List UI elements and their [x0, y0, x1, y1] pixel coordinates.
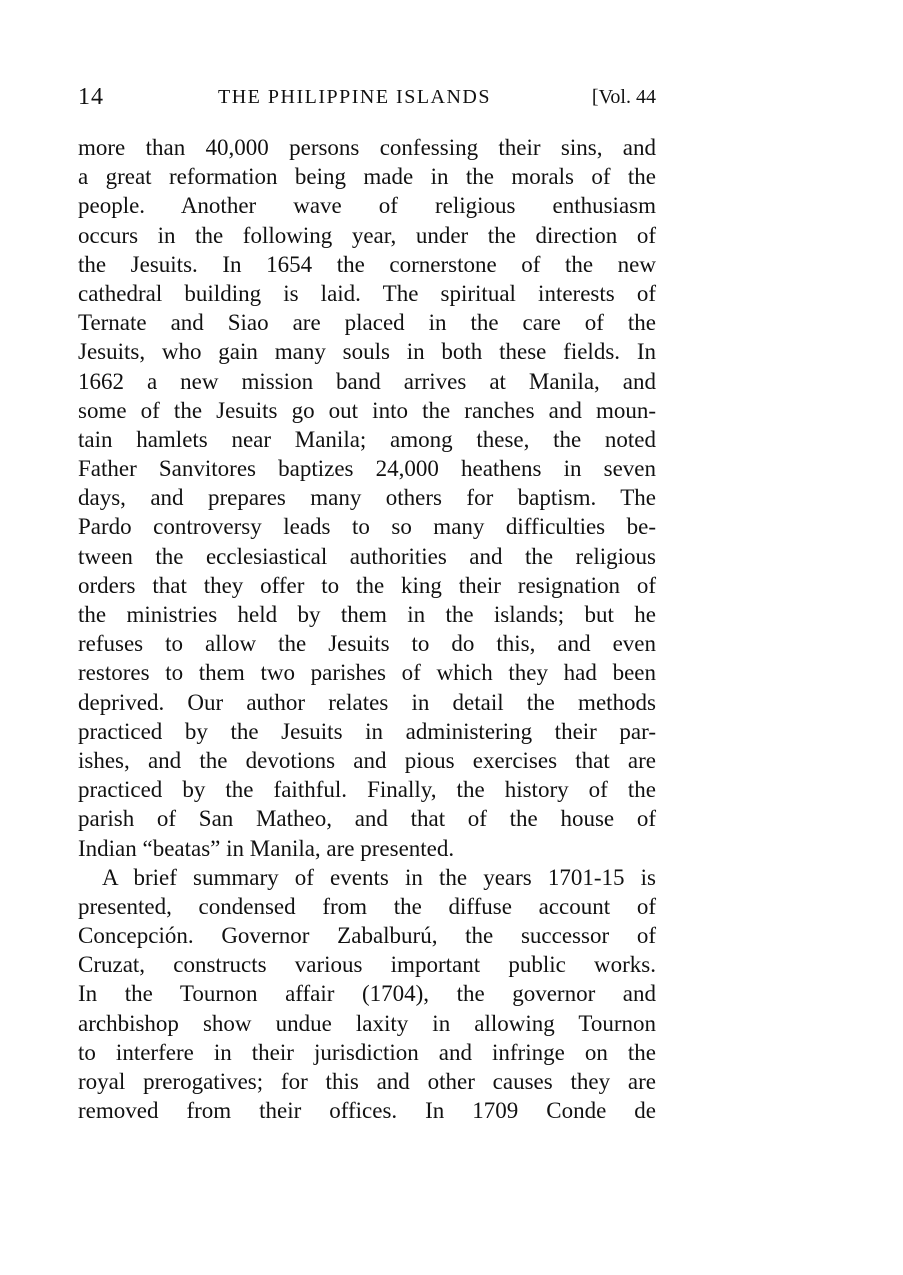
text-line: the Jesuits. In 1654 the cornerstone of the new [78, 251, 656, 277]
text-line: parish of San Matheo, and that of the house of [78, 806, 656, 832]
page-number: 14 [78, 84, 104, 110]
text-line: removed from their offices. In 1709 Conde de [78, 1098, 656, 1124]
text-line: restores to them two parishes of which they had been [78, 660, 656, 686]
page-header [78, 84, 656, 112]
body-text [78, 133, 656, 1125]
text-line: Father Sanvitores baptizes 24,000 heathens in seven [78, 456, 656, 482]
text-line: people. Another wave of religious enthusiasm [78, 193, 656, 219]
text-line: Pardo controversy leads to so many difficulties be- [78, 514, 656, 540]
text-line: A brief summary of events in the years 1701-15 is [102, 864, 656, 890]
text-line: practiced by the Jesuits in administering their par- [78, 718, 656, 744]
text-line: cathedral building is laid. The spiritual interests of [78, 280, 656, 306]
text-line: Jesuits, who gain many souls in both these fields. In [78, 339, 656, 365]
text-line: occurs in the following year, under the direction of [78, 222, 656, 248]
text-line: the ministries held by them in the islands; but he [78, 602, 656, 627]
text-line: Ternate and Siao are placed in the care of the [78, 310, 656, 336]
text-line: royal prerogatives; for this and other causes they are [78, 1069, 656, 1094]
running-title: THE PHILIPPINE ISLANDS [218, 86, 491, 108]
text-line: more than 40,000 persons confessing their sins, and [78, 135, 656, 160]
text-line: ishes, and the devotions and pious exercises that are [78, 747, 656, 773]
text-line: some of the Jesuits go out into the ranches and moun- [78, 397, 656, 423]
volume-label: [Vol. 44 [591, 86, 656, 108]
text-line: 1662 a new mission band arrives at Manila, and [78, 368, 656, 394]
text-line: orders that they offer to the king their resignation of [78, 572, 656, 598]
text-line: deprived. Our author relates in detail the methods [78, 689, 656, 715]
text-line: a great reformation being made in the morals of the [78, 164, 656, 190]
text-line: Indian “beatas” in Manila, are presented. [78, 835, 455, 861]
text-line: tain hamlets near Manila; among these, the noted [78, 426, 656, 452]
text-line: Concepción. Governor Zabalburú, the successor of [78, 923, 656, 949]
text-line: days, and prepares many others for baptism. The [78, 485, 656, 511]
text-line: presented, condensed from the diffuse account of [78, 893, 656, 919]
text-line: archbishop show undue laxity in allowing Tournon [78, 1010, 656, 1036]
text-line: Cruzat, constructs various important public works. [78, 952, 656, 978]
text-line: to interfere in their jurisdiction and infringe on the [78, 1039, 656, 1065]
text-line: In the Tournon affair (1704), the governor and [78, 981, 656, 1007]
text-line: refuses to allow the Jesuits to do this, and even [78, 631, 656, 657]
text-line: tween the ecclesiastical authorities and the religious [78, 543, 656, 569]
text-line: practiced by the faithful. Finally, the history of the [78, 777, 656, 803]
